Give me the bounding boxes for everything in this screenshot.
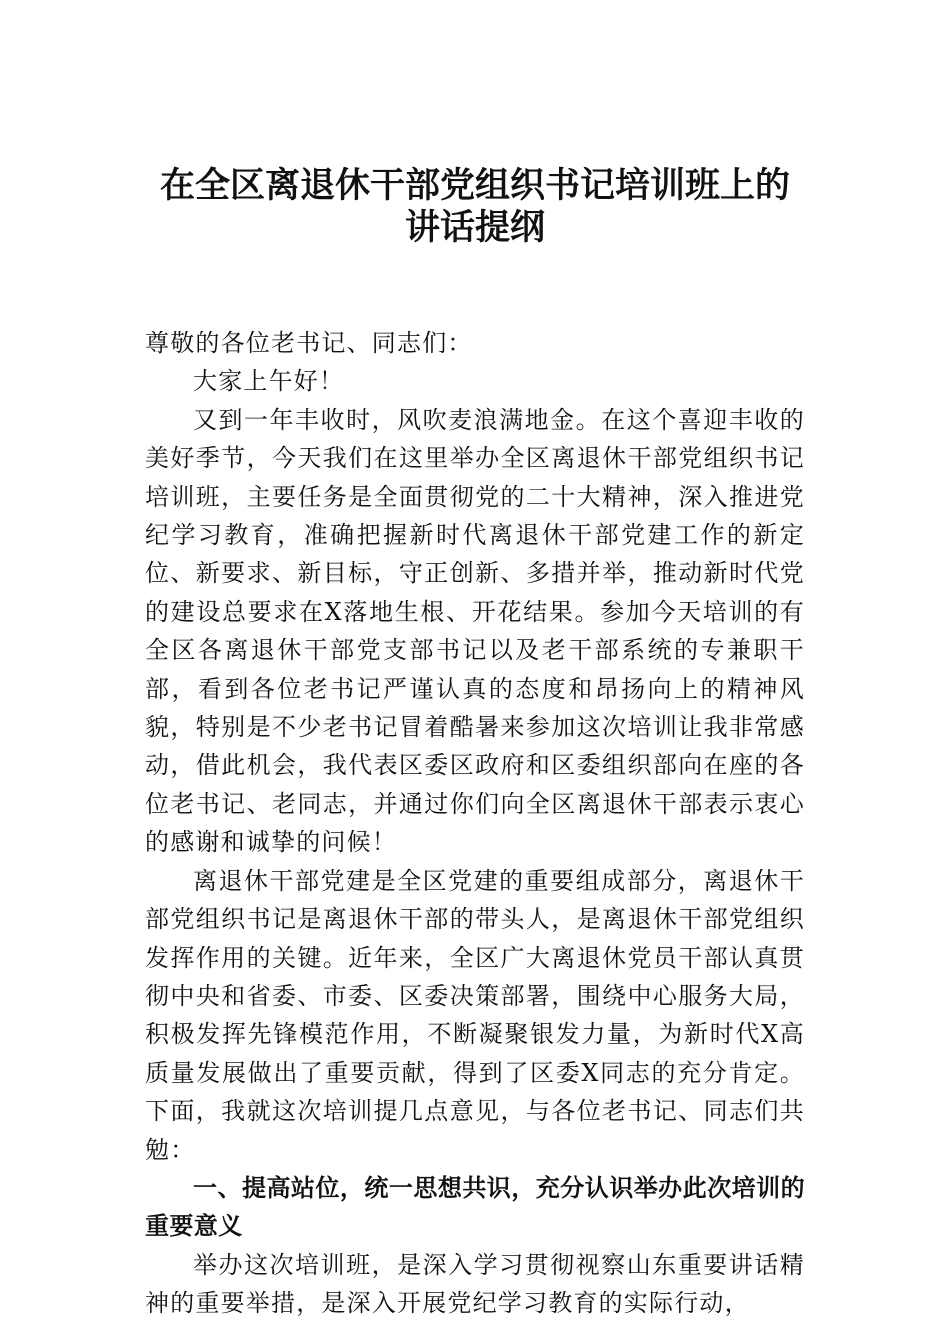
greeting: 大家上午好！ [193, 367, 345, 396]
document-title-line-1: 在全区离退休干部党组织书记培训班上的 [159, 165, 790, 206]
document-title-line-2: 讲话提纲 [404, 207, 545, 248]
document-body [145, 324, 805, 1323]
section-paragraph: 举办这次培训班，是深入学习贯彻视察山东重要讲话精神的重要举措，是深入开展党纪学习教育的实际行动， [145, 1250, 805, 1318]
paragraph-intro: 又到一年丰收时，风吹麦浪满地金。在这个喜迎丰收的美好季节，今天我们在这里举办全区离退休干部党组织书记培训班，主要任务是全面贯彻党的二十大精神，深入推进党纪学习教育，准确把握新时代离退休干部党建工作的新定位、新要求、新目标，守正创新、多措并举，推动新时代党的建设总要求在X落地生根、开花结果。参加今天培训的有全区各离退休干部党支部书记以及老干部系统的专兼职干部，看到各位老书记严谨认真的态度和昂扬向上的精神风貌，特别是不少老书记冒着酷暑来参加这次培训让我非常感动，借此机会，我代表区委区政府和区委组织部向在座的各位老书记、老同志，并通过你们向全区离退休干部表示衷心的感谢和诚挚的问候！ [145, 405, 805, 857]
paragraph-overview: 离退休干部党建是全区党建的重要组成部分，离退休干部党组织书记是离退休干部的带头人，是离退休干部党组织发挥作用的关键。近年来，全区广大离退休党员干部认真贯彻中央和省委、市委、区委决策部署，围绕中心服务大局，积极发挥先锋模范作用，不断凝聚银发力量，为新时代X高质量发展做出了重要贡献，得到了区委X同志的充分肯定。下面，我就这次培训提几点意见，与各位老书记、同志们共勉： [145, 866, 805, 1164]
salutation: 尊敬的各位老书记、同志们： [145, 329, 473, 357]
section-heading: 一、提高站位，统一思想共识，充分认识举办此次培训的重要意义 [145, 1173, 805, 1241]
